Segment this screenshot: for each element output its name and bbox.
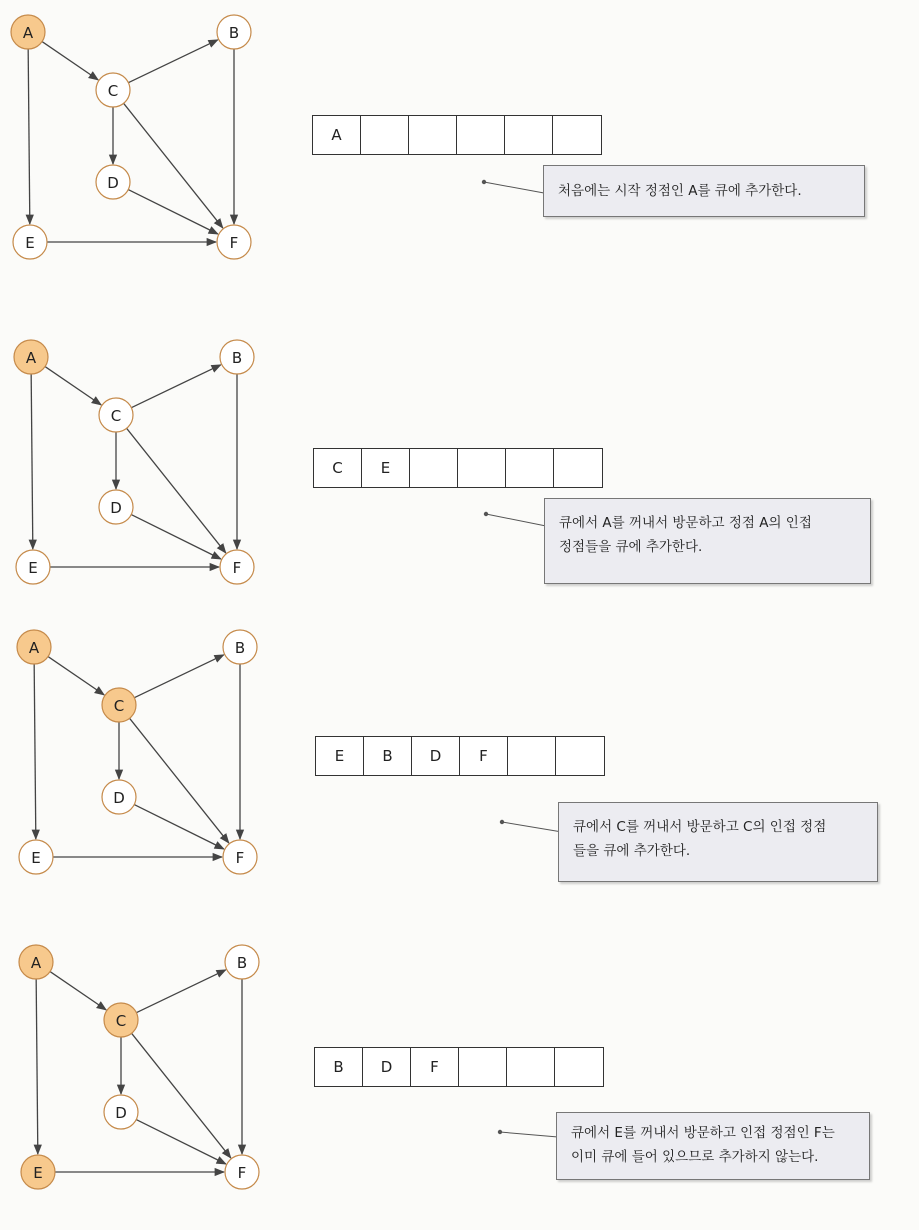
edge-a-c [50,972,106,1010]
edge-c-f [127,428,226,553]
edge-a-e [31,374,33,549]
node-label: C [110,407,122,425]
queue-cell [508,737,556,775]
step-2-panel [0,325,919,625]
queue-step-2 [313,448,603,488]
node-d [104,1095,138,1129]
queue-cell: D [363,1048,411,1086]
queue-cell [555,1048,603,1086]
node-label: C [113,697,125,715]
node-a [17,630,51,664]
edge-a-e [34,664,36,839]
edge-c-b [136,970,225,1013]
caption-step-1: 처음에는 시작 정점인 A를 큐에 추가한다. [543,165,865,217]
node-c [104,1003,138,1037]
queue-cell: F [460,737,508,775]
node-b [225,945,259,979]
node-f [225,1155,259,1189]
edge-a-c [42,42,98,80]
node-label: A [25,349,37,367]
queue-cell [457,116,505,154]
node-label: F [229,234,239,252]
queue-cell: B [315,1048,363,1086]
graph-step-1 [0,0,290,270]
graph-step-2 [3,325,293,595]
node-e [16,550,50,584]
queue-cell: E [362,449,410,487]
step-4-panel [0,930,919,1230]
node-b [220,340,254,374]
node-a [14,340,48,374]
node-label: C [107,82,119,100]
queue-cell [361,116,409,154]
edge-d-f [136,1120,226,1164]
queue-cell [506,449,554,487]
caption-step-4: 큐에서 E를 꺼내서 방문하고 인접 정점인 F는 이미 큐에 들어 있으므로 추가하지 않는다. [556,1112,870,1180]
node-c [96,73,130,107]
edge-c-f [130,718,229,843]
node-label: B [228,24,240,42]
node-label: D [110,499,122,517]
node-c [102,688,136,722]
node-label: A [22,24,34,42]
edge-c-b [134,655,223,698]
edge-d-f [134,805,224,849]
queue-cell [505,116,553,154]
queue-step-3 [315,736,605,776]
node-f [223,840,257,874]
edge-a-e [36,979,38,1154]
queue-cell [458,449,506,487]
node-label: D [113,789,125,807]
queue-cell: F [411,1048,459,1086]
edge-c-b [131,365,220,408]
caption-step-3: 큐에서 C를 꺼내서 방문하고 C의 인접 정점 들을 큐에 추가한다. [558,802,878,882]
queue-cell: C [314,449,362,487]
step-3-panel [0,615,919,915]
edge-c-b [128,40,217,83]
edge-c-f [132,1033,231,1158]
node-d [96,165,130,199]
queue-cell [409,116,457,154]
node-e [19,840,53,874]
caption-step-2: 큐에서 A를 꺼내서 방문하고 정점 A의 인접 정점들을 큐에 추가한다. [544,498,871,584]
node-e [13,225,47,259]
edge-a-e [28,49,30,224]
queue-step-4 [314,1047,604,1087]
node-b [217,15,251,49]
node-label: E [33,1164,43,1182]
node-label: B [234,639,246,657]
queue-cell [556,737,604,775]
queue-cell [410,449,458,487]
step-1-panel [0,0,919,300]
node-d [102,780,136,814]
edge-a-c [45,367,101,405]
queue-cell [507,1048,555,1086]
node-label: B [236,954,248,972]
queue-cell [459,1048,507,1086]
node-f [217,225,251,259]
node-b [223,630,257,664]
graph-step-4 [8,930,298,1200]
node-label: B [231,349,243,367]
queue-cell: E [316,737,364,775]
node-label: E [31,849,41,867]
graph-step-3 [6,615,296,885]
node-label: C [115,1012,127,1030]
queue-cell: A [313,116,361,154]
node-a [19,945,53,979]
node-label: D [107,174,119,192]
node-f [220,550,254,584]
node-label: A [30,954,42,972]
queue-cell [554,449,602,487]
node-label: F [235,849,245,867]
node-c [99,398,133,432]
queue-step-1 [312,115,602,155]
node-a [11,15,45,49]
node-label: E [25,234,35,252]
edge-d-f [128,190,218,234]
edge-a-c [48,657,104,695]
edge-c-f [124,103,223,228]
callout-pointer [482,511,552,531]
callout-pointer [480,175,550,195]
queue-cell: D [412,737,460,775]
node-label: A [28,639,40,657]
node-d [99,490,133,524]
node-label: F [237,1164,247,1182]
node-label: E [28,559,38,577]
node-e [21,1155,55,1189]
queue-cell: B [364,737,412,775]
queue-cell [553,116,601,154]
node-label: D [115,1104,127,1122]
node-label: F [232,559,242,577]
edge-d-f [131,515,221,559]
